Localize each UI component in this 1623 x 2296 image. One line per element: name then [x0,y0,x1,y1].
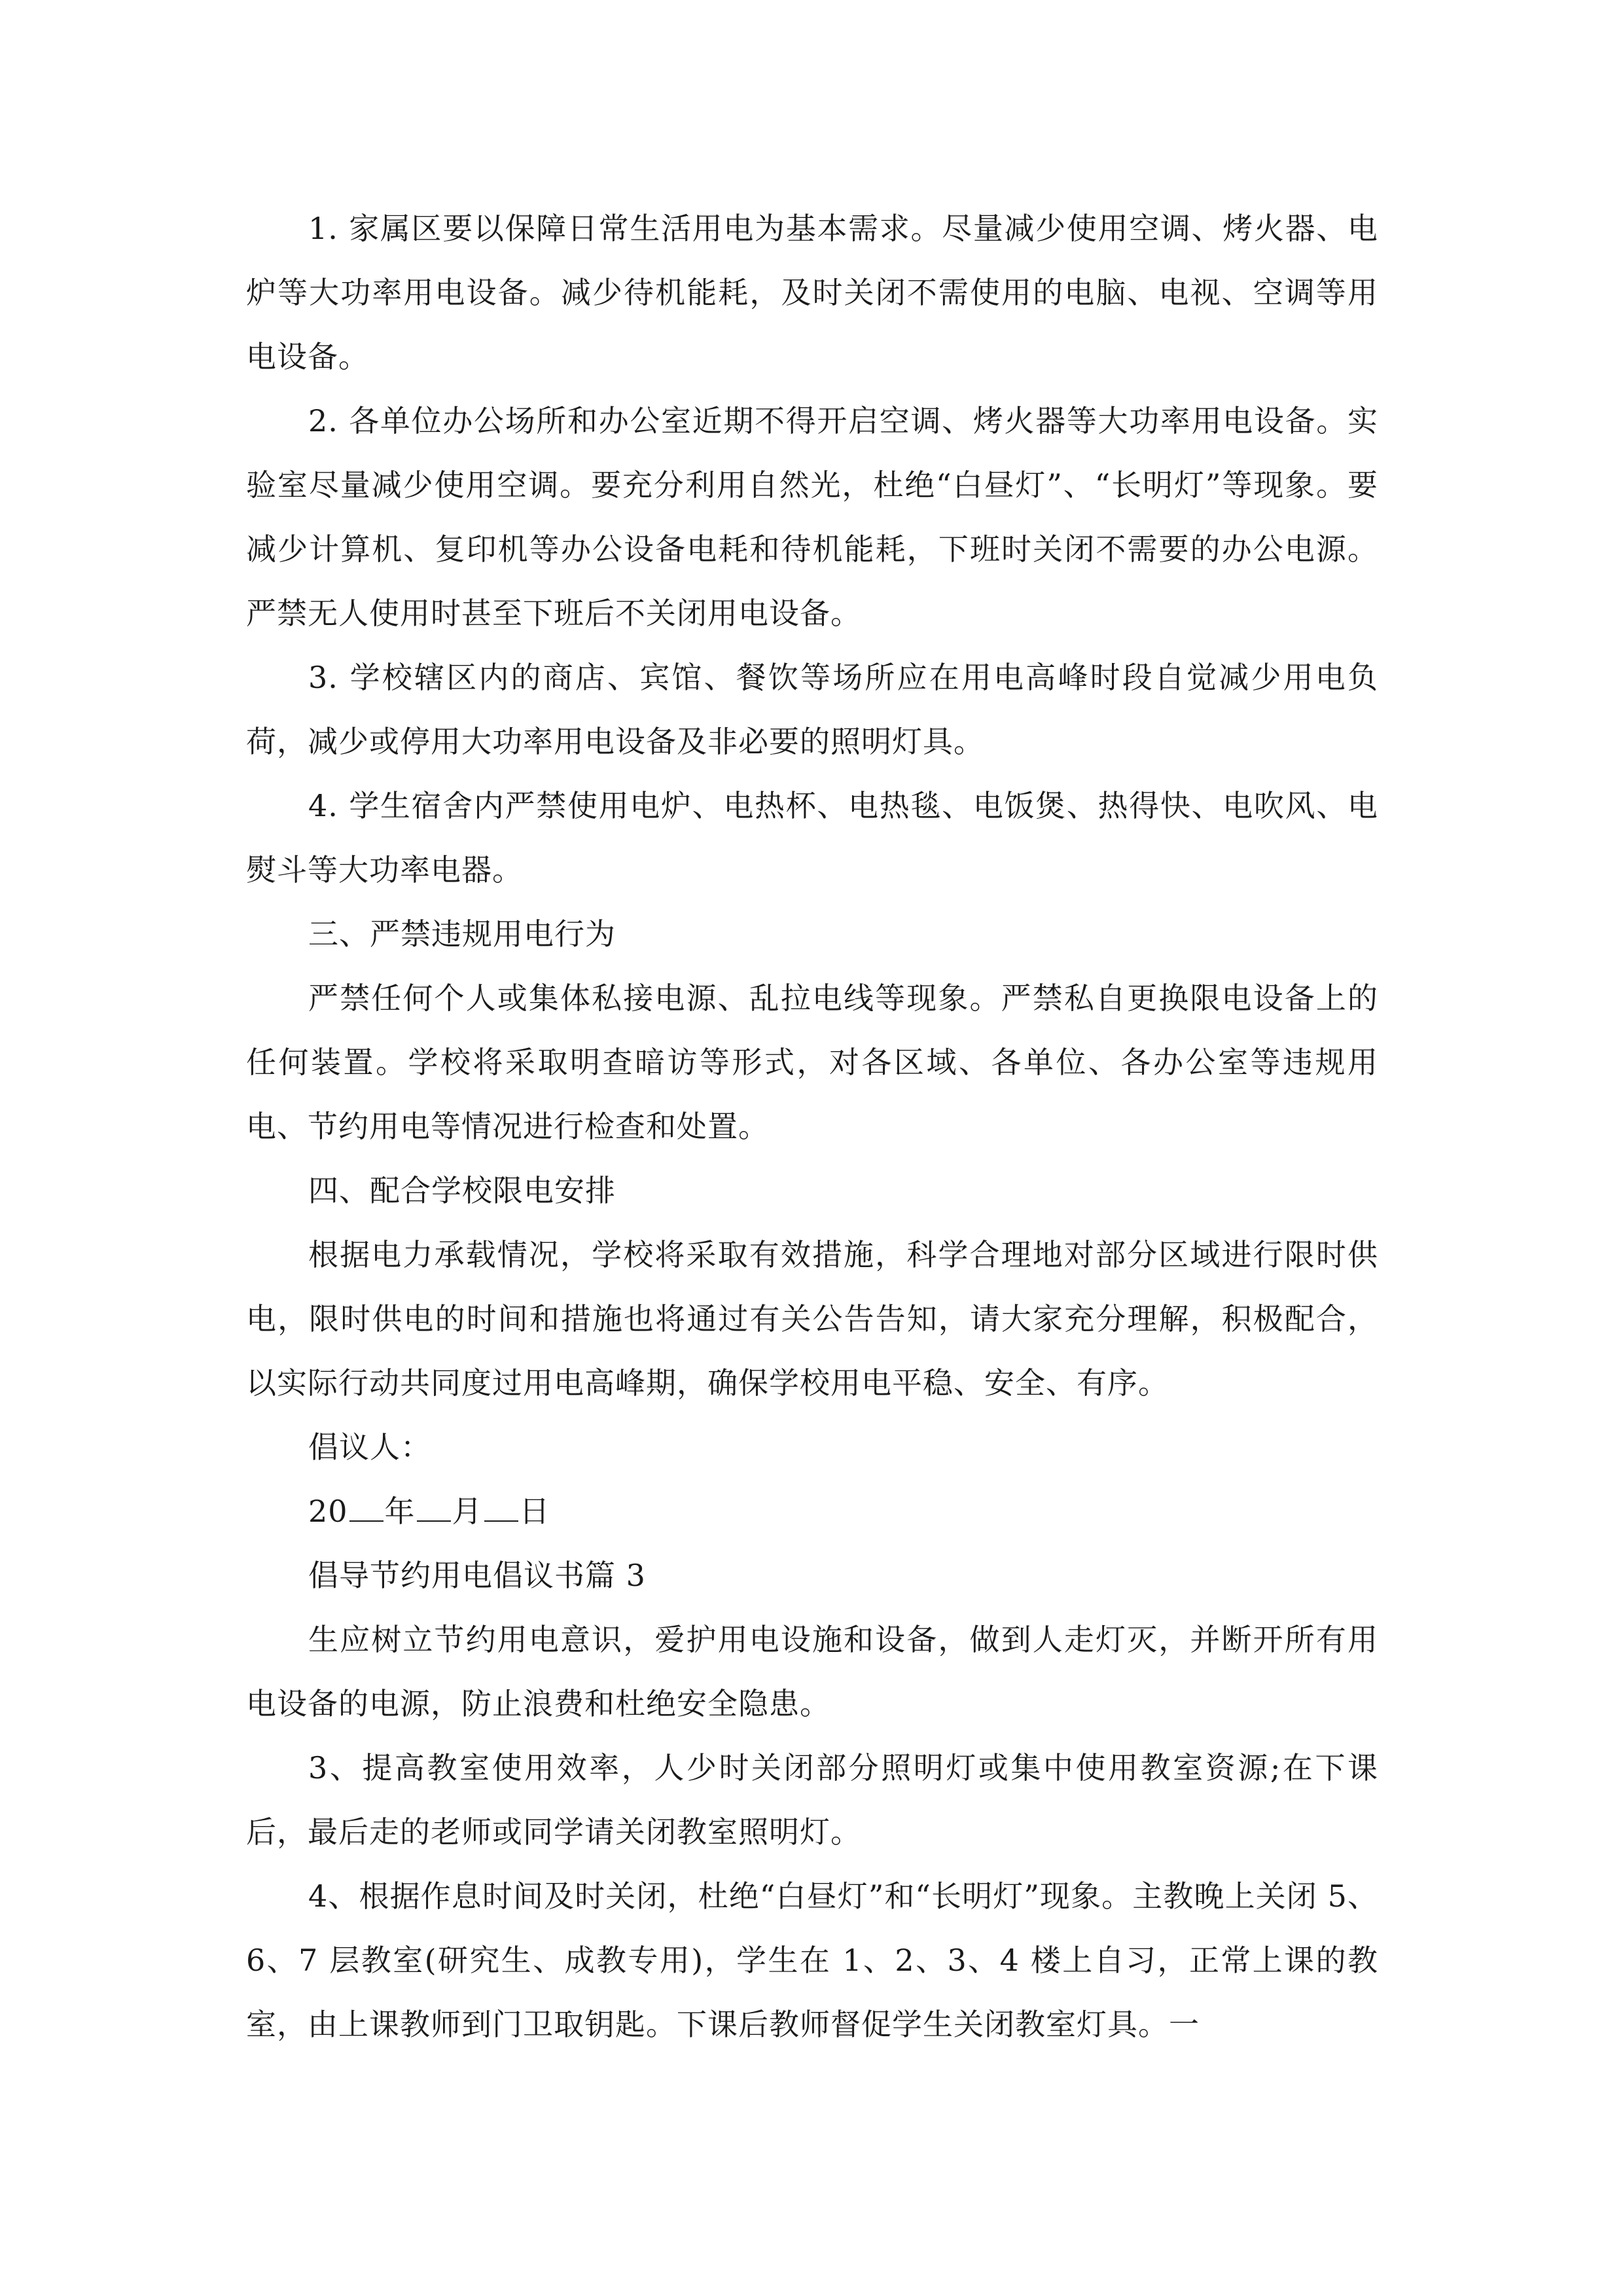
date-year: 年 [384,1494,416,1529]
section-heading-3: 三、严禁违规用电行为 [308,916,616,952]
article-title-3: 倡导节约用电倡议书篇 3 [308,1558,646,1593]
paragraph-classroom-efficiency: 3、提高教室使用效率，人少时关闭部分照明灯或集中使用教室资源;在下课后，最后走的老师或同学请关闭教室照明灯。 [246,1750,1378,1850]
paragraph-violations: 严禁任何个人或集体私接电源、乱拉电线等现象。严禁私自更换限电设备上的任何装置。学校将采取明查暗访等形式，对各区域、各单位、各办公室等违规用电、节约用电等情况进行检查和处置。 [246,980,1378,1144]
date-month: 月 [452,1494,483,1529]
paragraph-household: 1. 家属区要以保障日常生活用电为基本需求。尽量减少使用空调、烤火器、电炉等大功率用电设备。减少待机能耗，及时关闭不需使用的电脑、电视、空调等用电设备。 [246,211,1378,374]
date-line [246,1479,1378,1543]
paragraph-dormitories: 4. 学生宿舍内严禁使用电炉、电热杯、电热毯、电饭煲、热得快、电吹风、电熨斗等大功率电器。 [246,788,1378,888]
day-blank [484,1494,518,1522]
paragraph-power-limit: 根据电力承载情况，学校将采取有效措施，科学合理地对部分区域进行限时供电，限时供电的时间和措施也将通过有关公告告知，请大家充分理解，积极配合，以实际行动共同度过用电高峰期，确保学校用电平稳、安全、有序。 [246,1237,1378,1401]
paragraph-awareness: 生应树立节约用电意识，爱护用电设施和设备，做到人走灯灭，并断开所有用电设备的电源，防止浪费和杜绝安全隐患。 [246,1622,1378,1721]
paragraph-offices: 2. 各单位办公场所和办公室近期不得开启空调、烤火器等大功率用电设备。实验室尽量减少使用空调。要充分利用自然光，杜绝“白昼灯”、“长明灯”等现象。要减少计算机、复印机等办公设备电耗和待机能耗，下班时关闭不需要的办公电源。严禁无人使用时甚至下班后不关闭用电设备。 [246,403,1378,631]
document-body [246,196,1378,2056]
paragraph-schedule: 4、根据作息时间及时关闭，杜绝“白昼灯”和“长明灯”现象。主教晚上关闭 5、6、7 层教室(研究生、成教专用)，学生在 1、2、3、4 楼上自习，正常上课的教室，由上课教师到门卫取钥匙。下课后教师督促学生关闭教室灯具。一 [246,1878,1378,2042]
paragraph-businesses: 3. 学校辖区内的商店、宾馆、餐饮等场所应在用电高峰时段自觉减少用电负荷，减少或停用大功率用电设备及非必要的照明灯具。 [246,660,1378,759]
year-blank [349,1494,383,1522]
date-day: 日 [519,1494,550,1529]
date-prefix: 20 [308,1494,348,1529]
month-blank [417,1494,451,1522]
section-heading-4: 四、配合学校限电安排 [308,1173,616,1208]
signature-label: 倡议人： [308,1429,431,1465]
